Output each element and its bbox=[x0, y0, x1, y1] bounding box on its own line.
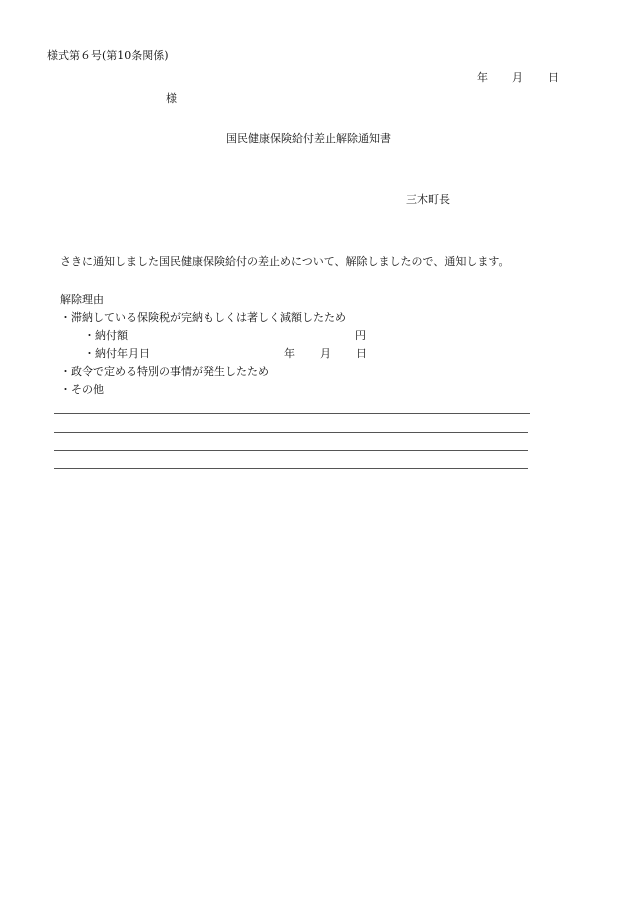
other-reason-line-2 bbox=[54, 432, 528, 433]
payment-amount-unit: 円 bbox=[355, 329, 366, 342]
other-reason-line-1 bbox=[54, 413, 530, 414]
other-reason-line-3 bbox=[54, 450, 528, 451]
reason-other: ・その他 bbox=[60, 383, 104, 396]
payment-date-year: 年 bbox=[284, 347, 295, 360]
payment-date-month: 月 bbox=[320, 347, 331, 360]
addressee-suffix: 様 bbox=[166, 92, 177, 105]
other-reason-line-4 bbox=[54, 468, 528, 469]
payment-date-label: ・納付年月日 bbox=[84, 347, 150, 360]
body-text: さきに通知しました国民健康保険給付の差止めについて、解除しましたので、通知します。 bbox=[60, 255, 510, 268]
reason-paid-or-reduced: ・滞納している保険税が完納もしくは著しく減額したため bbox=[60, 311, 346, 324]
form-number: 様式第６号(第10条関係) bbox=[47, 49, 169, 62]
reason-special-circumstances: ・政令で定める特別の事情が発生したため bbox=[60, 365, 269, 378]
date-month: 月 bbox=[512, 71, 523, 84]
date-day: 日 bbox=[548, 71, 559, 84]
payment-date-day: 日 bbox=[356, 347, 367, 360]
date-year: 年 bbox=[477, 71, 488, 84]
issuer-name: 三木町長 bbox=[406, 193, 450, 206]
document-title: 国民健康保険給付差止解除通知書 bbox=[226, 132, 391, 145]
reasons-heading: 解除理由 bbox=[60, 293, 104, 306]
payment-amount-label: ・納付額 bbox=[84, 329, 128, 342]
